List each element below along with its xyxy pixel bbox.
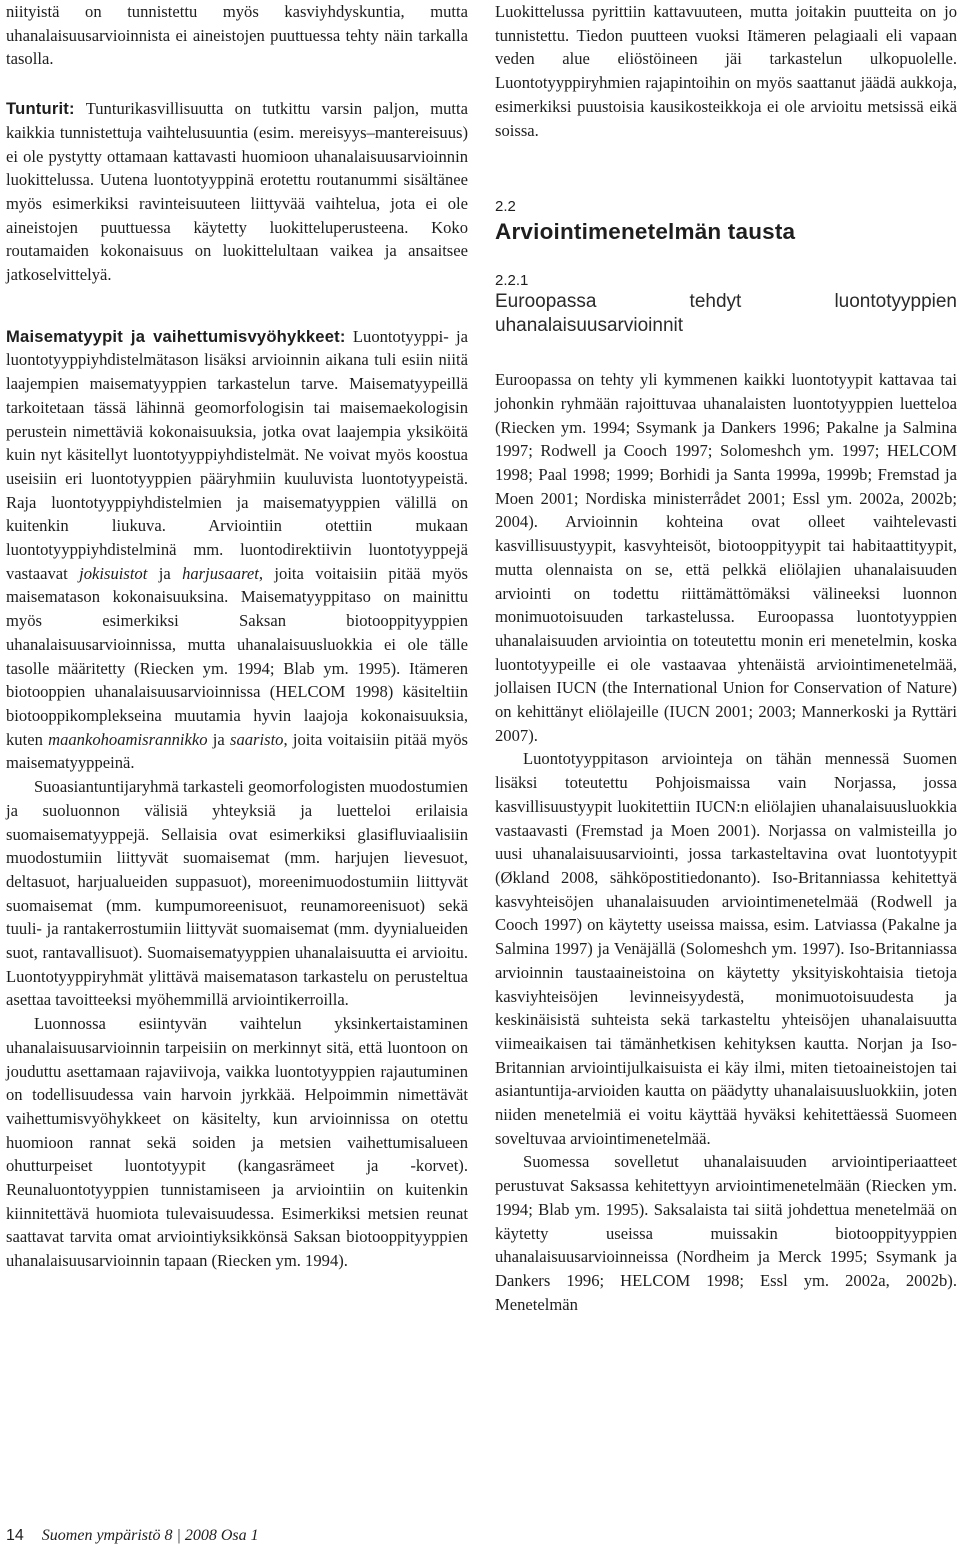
paragraph: niityistä on tunnistettu myös kasviyhdyskuntia, mutta uhanalaisuusarvioinnista ei aineistojen puuttuessa tehty näin tarkalla tasolla. bbox=[6, 2, 468, 69]
paragraph: Euroopassa on tehty yli kymmenen kaikki luontotyypit kattavaa tai johonkin ryhmään rajoittuvaa uhanalaisten luontotyyppien luetteloa (Riecken ym. 1994; Ssymank ja Dankers 1996; Pakalne ja Salmina 1997; Rodwell ja Cooch 1997; Solomeshch ym. 1997; HELCOM 1998; Paal 1998; 1999; Borhidi ja Santa 1999a, 1999b; Fremstad ja Moen 2001; Nordiska ministerrådet 2001; Essl ym. 2002a, 2002b; 2004). Arvioinnin kohteina ovat olleet vaihtelevasti kasvillisuustyypit, kasvyhteisöt, biotooppityypit tai habitaattityypit, mutta olennaista on se, että pelkkä eliölajien uhanalaisuuden arviointi on todettu riittämättömäksi välineeksi luonnon monimuotoisuuden tarkastelussa. Euroopassa luontotyyppien uhanalaisuuden arviointia on toteutettu monin eri menetelmin, koska luontotyypeille ei ole vastaavaa yhtenäistä arviointimenetelmää, jollaisen IUCN (the International Union for Conservation of Nature) on kehittänyt eliölajeille (IUCN 2001; 2003; Mannerkoski ja Ryttäri 2007). bbox=[495, 370, 957, 745]
section-title: Arviointimenetelmän tausta bbox=[495, 219, 796, 245]
paragraph: Luontotyyppitason arviointeja on tähän mennessä Suomen lisäksi toteutettu Pohjoismaissa vain Norjassa, jossa kasvillisuustyypit luokitettiin IUCN:n eliölajien uhanalaisuusluokkia vastaavasti (Fremstad ja Moen 2001). Norjassa on valmisteilla jo uusi uhanalaisuusarviointi, jossa tarkasteltavina ovat luontotyypit (Økland 2008, sähköpostitiedonanto). Iso-Britanniassa kehitettyä kasvyhteisöjen uhanalaisuuden arviointimenetelmää (Rodwell ja Cooch 1997) on käytetty useissa maissa, esim. Latviassa (Pakalne ja Salmina 1997) ja Venäjällä (Solomeshch ym. 1997). Iso-Britanniassa arvioinnin taustaaineistoina on käytetty yksityiskohtaisia tietoja kasviyhteisöjen levinneisyydestä, monimuotoisuudesta ja keskinäisistä suhteista sekä tarkasteltu yhteisöjen uhanalaisuutta viimeaikaisen tai tämänhetkisen kehityksen kautta. Norjan ja Iso-Britannian arviointijulkaisuista ei käy ilmi, miten tietoaineistojen tai asiantuntija-arvioiden kautta on päädytty uhanalaisuusluokkiin, joten niiden menetelmiä ei voitu käyttää hyväksi kehitettäessä Suomeen soveltuvaa arviointimenetelmää. bbox=[495, 749, 957, 1148]
paragraph: Suomessa sovelletut uhanalaisuuden arviointiperiaatteet perustuvat Saksassa kehitettyyn arviointimenetelmään (Riecken ym. 1994; Blab ym. 1995). Saksalaista tai siitä johdettua menetelmää on käytetty useissa muissakin biotooppityyppien uhanalaisuusarvioinneissa (Nordheim ja Merck 1995; Ssymank ja Dankers 1996; HELCOM 1998; Essl ym. 2002a, 2002b). Menetelmän bbox=[495, 1152, 957, 1314]
paragraph-text: Luontotyyppi- ja luontotyyppiyhdistelmätason lisäksi arvioinnin aikana tuli esiin niitä laajempien maisematyyppien tarkastelun tarve. Maisematyypeillä tarkoitetaan tässä lähinnä geomorfologisin tai maisemaekologisin perustein nimettäviä kokonaisuuksia, jotka ovat laajempia yksiköitä kuin nyt käsitellyt luontotyyppiyhdistelmät. Ne voivat myös koostua useisiin eri luontotyyppien pääryhmiin kuuluvista luontotyypeistä. Raja luontotyyppiyhdistelmien ja maisematyyppien välillä on kuitenkin liukuva. Arviointiin otettiin mukaan luontotyyppiyhdistelminä mm. luontodirektiivin luontotyyppejä vastaavat bbox=[6, 326, 468, 583]
page-number: 14 bbox=[6, 1527, 24, 1544]
paragraph: Luokittelussa pyrittiin kattavuuteen, mutta joitakin puutteita on jo tunnistettu. Tiedon puutteen vuoksi Itämeren pelagiaali eli vapaan veden alue eliöstöineen jäi tarkastelun ulkopuolelle. Luontotyyppiryhmien rajapintoihin on myös saattanut jäädä aukkoja, esimerkiksi puustoisia kausikosteikkoja ei ole arvioitu metsissä eikä soissa. bbox=[495, 2, 957, 140]
right-column bbox=[495, 0, 957, 1316]
subsection-title: Euroopassa tehdyt luontotyyppien uhanalaisuusarvioinnit bbox=[495, 291, 957, 337]
paragraph: Suoasiantuntijaryhmä tarkasteli geomorfologisten muodostumien ja suoluonnon välisiä yhteyksiä ja luetteloi erilaisia suomaisematyyppejä. Sellaisia ovat esimerkiksi glasifluviaalisiin muodostumiin liittyvät suomaisemat (mm. harjujen lievesuot, deltasuot, harjualueiden suppasuot), moreenimuodostumiin liittyvät suomaisemat (mm. kumpumoreenisuot, reunamoreenisuot) sekä tuuli- ja rantakerrostumiin liittyvät suomaisemat (mm. dyynialueiden suot, rantavallisuot). Suomaisematyyppien uhanalaisuutta ei arvioitu. Luontotyyppiryhmät ylittävä maisematason tarkastelu on perusteltua asettaa tavoitteeksi myöhemmillä arviointikerroilla. bbox=[6, 777, 468, 1010]
paragraph: Luonnossa esiintyvän vaihtelun yksinkertaistaminen uhanalaisuusarvioinnin tarpeisiin on merkinnyt sitä, että luontoon on jouduttu asettamaan rajaviivoja, vaikka luontotyyppien rajautuminen on todellisuudessa vain harvoin jyrkkää. Helpoimmin nimettävät vaihettumisvyöhykkeet on käsitelty, kun arvioinnissa on otettu huomioon rannat sekä soiden ja metsien vaihettumisalueen ohutturpeiset luontotyypit (kangasrämeet ja -korvet). Reunaluontotyyppien tunnistamiseen ja arviointiin on kuitenkin kiinnitettävä huomiota tulevaisuudessa. Esimerkiksi metsien reunat saattavat tarvita omat arviointiyksikkönsä Saksan biotooppityyppien uhanalaisuusarvioinnin tapaan (Riecken ym. 1994). bbox=[6, 1014, 468, 1271]
italic-term: saaristo bbox=[230, 729, 284, 749]
paragraph-text: , joita voitaisiin pitää myös maisematason kokonaisuuksina. Maisematyyppitaso on mainittu myös esimerkiksi Saksan biotooppityyppien uhanalaisuusarvioinnissa, mutta uhanalaisuusluokkia ei ole tälle tasolle määritetty (Riecken ym. 1994; Blab ym. 1995). Itämeren biotooppien uhanalaisuusarvioinnissa (HELCOM 1998) käsiteltiin biotooppikomplekseina muutamia hyvin laajoja kokonaisuuksia, kuten bbox=[6, 563, 468, 749]
section-number: 2.2 bbox=[495, 198, 516, 216]
page-footer bbox=[6, 1526, 259, 1546]
paragraph-text: Tunturikasvillisuutta on tutkittu varsin paljon, mutta kaikkia tunnistettuja vaihtelusuuntia (esim. mereisyys–mantereisuus) ei ole pystytty ottamaan kattavasti huomioon uhanalaisuusarvioinnin luokittelussa. Uutena luontotyyppinä erotettu routanummi sisältänee myös esimerkiksi ravinteisuuteen liittyvää vaihtelua, jota ei ole aineistojen puuttuessa käytetty luokitteluperusteena. Koko routamaiden kokonaisuus on luokittelultaan vaikea ja ansaitsee jatkoselvittelyä. bbox=[6, 99, 468, 285]
italic-term: harjusaaret bbox=[182, 563, 259, 583]
paragraph-maisematyypit bbox=[6, 325, 468, 775]
paragraph-text: , joita voitaisiin pitää myös maisematyyppeinä. bbox=[6, 729, 468, 773]
paragraph-text: ja bbox=[207, 729, 230, 749]
paragraph-lead: Tunturit: bbox=[6, 99, 75, 119]
left-column bbox=[6, 0, 468, 1273]
paragraph-text: ja bbox=[147, 563, 183, 583]
italic-term: jokisuistot bbox=[79, 563, 148, 583]
publication-reference: Suomen ympäristö 8 | 2008 Osa 1 bbox=[41, 1527, 259, 1544]
subsection-number: 2.2.1 bbox=[495, 272, 529, 290]
italic-term: maankohoamisrannikko bbox=[48, 729, 208, 749]
paragraph-tunturit bbox=[6, 97, 468, 287]
paragraph-lead: Maisematyypit ja vaihettumisvyöhykkeet: bbox=[6, 326, 346, 346]
